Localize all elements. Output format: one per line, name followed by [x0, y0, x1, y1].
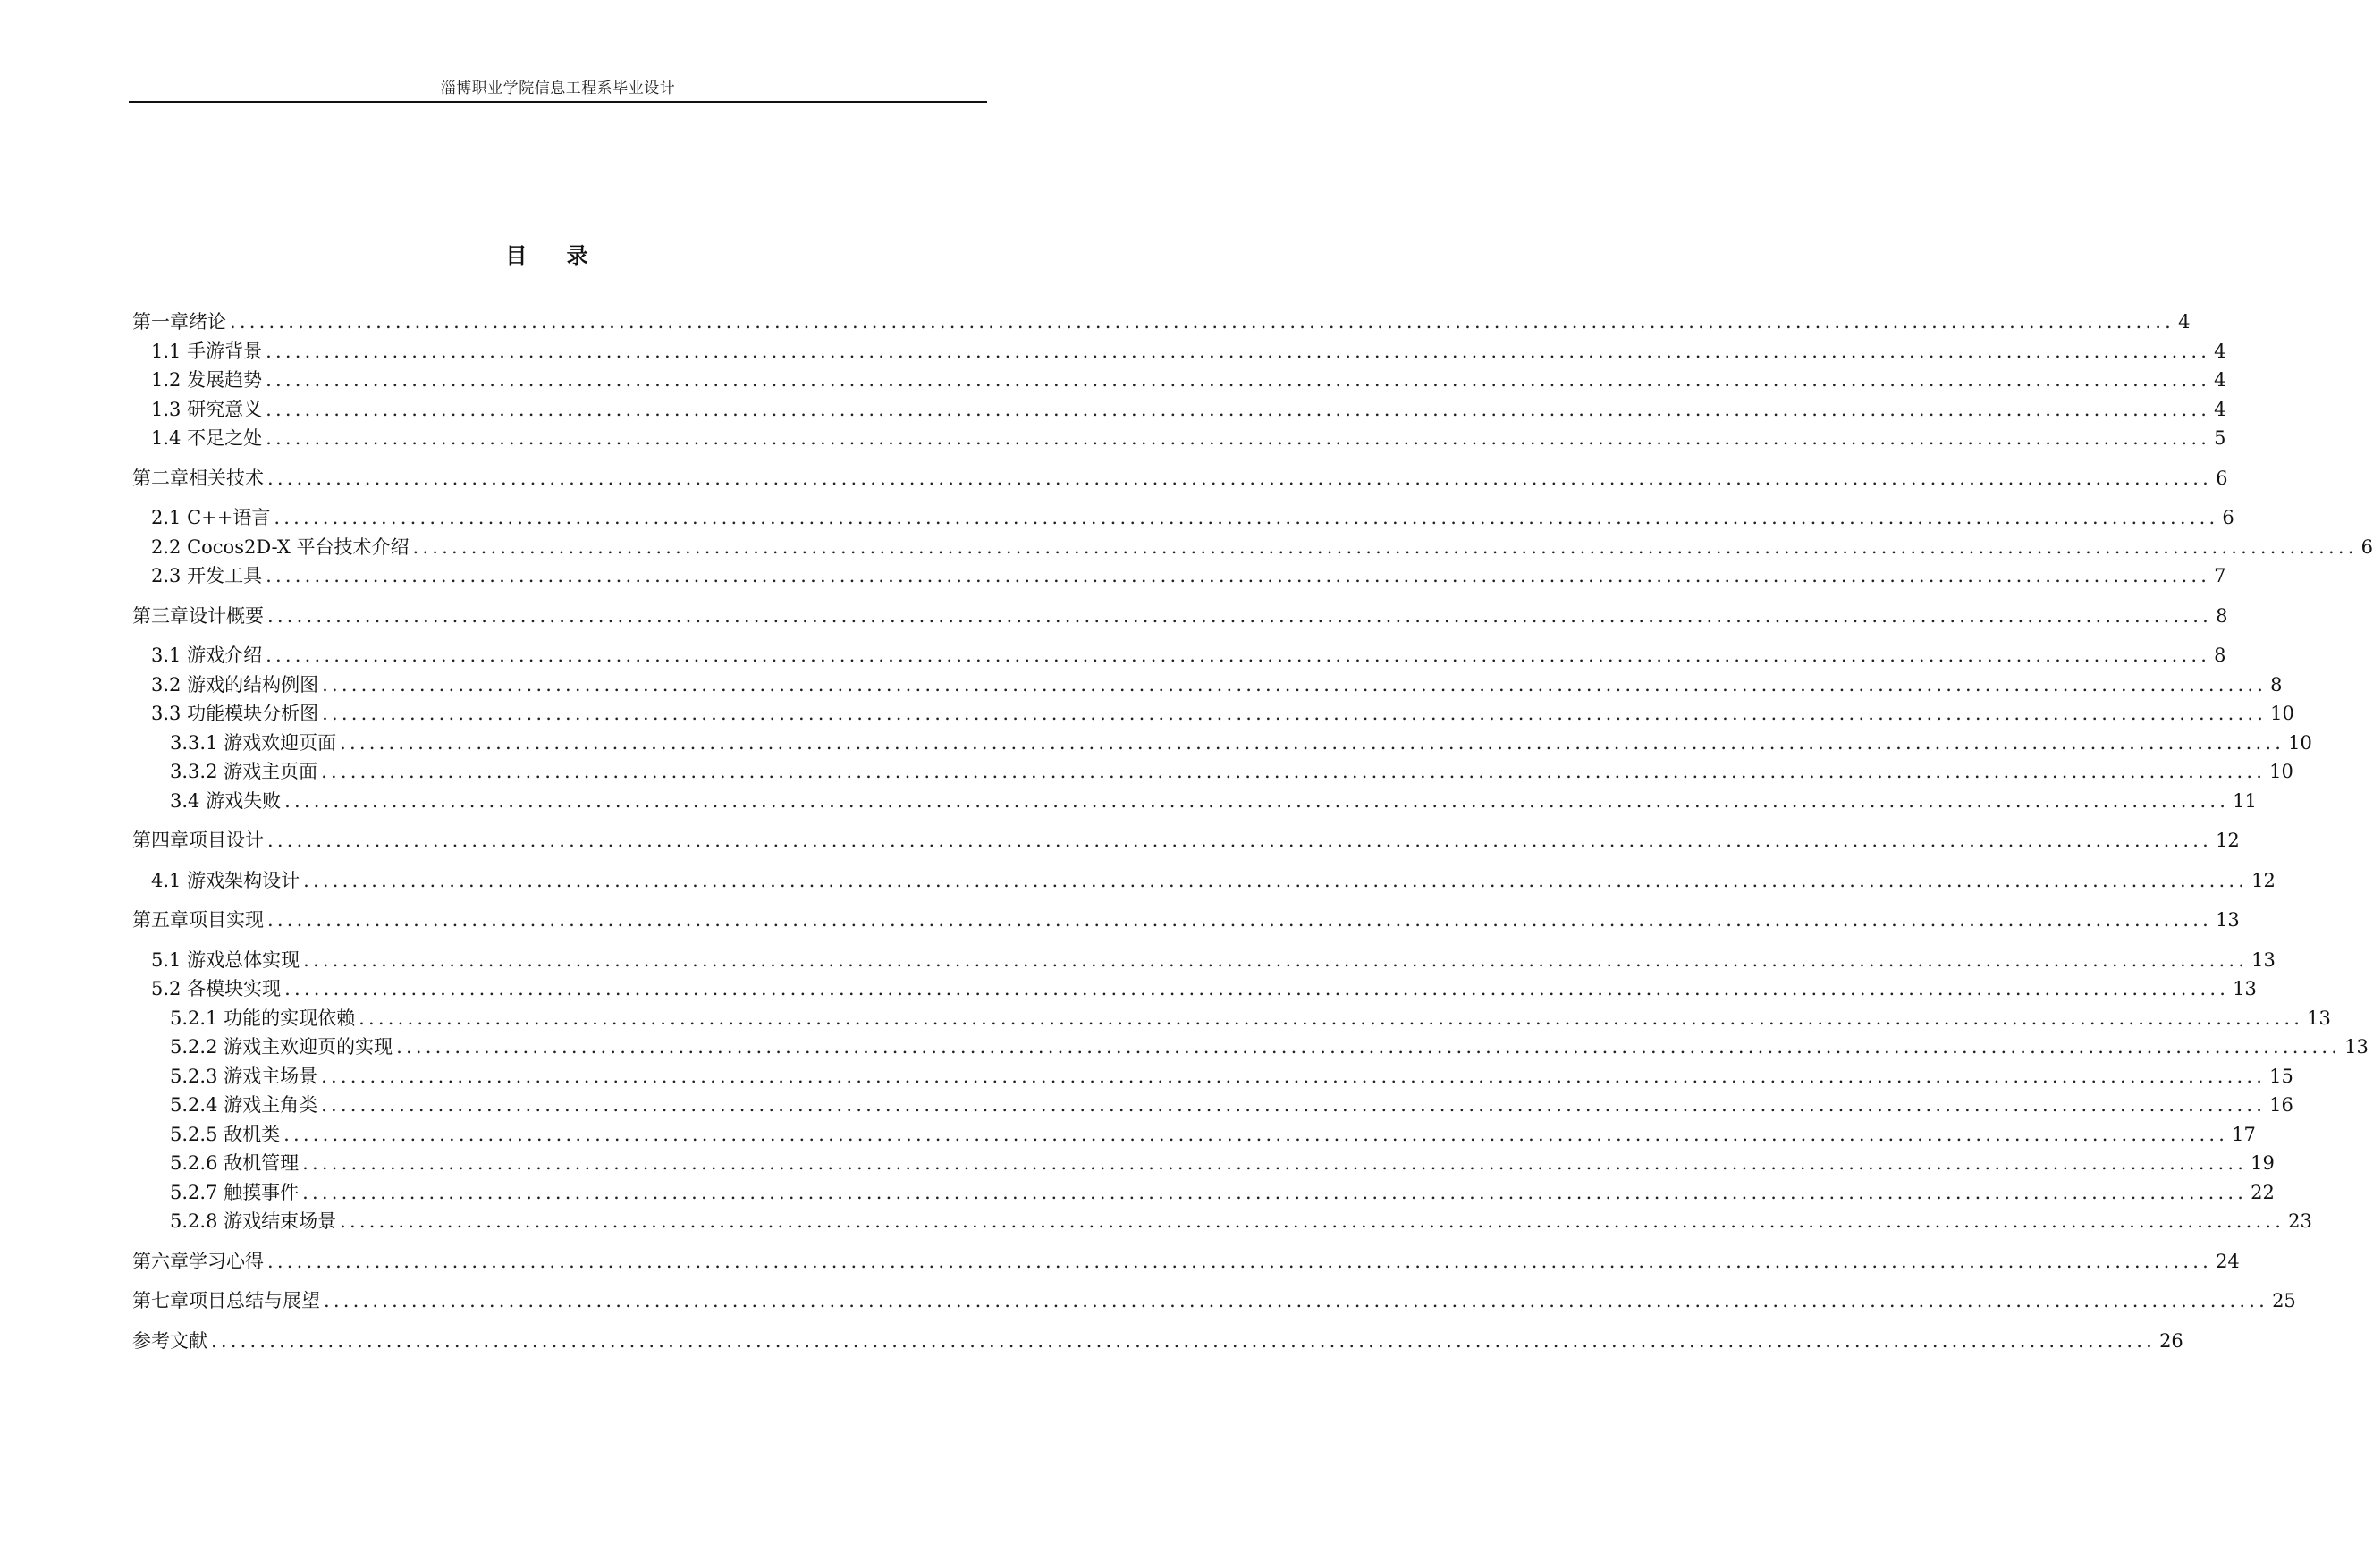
toc-dot-leader: ........................................................................................................................................................................................................ — [267, 909, 2213, 931]
toc-entry-chapter-2[interactable] — [132, 464, 2228, 493]
toc-entry-5-2-6[interactable] — [132, 1149, 2275, 1178]
toc-page-number: 23 — [2288, 1210, 2312, 1232]
toc-entry-2-3[interactable] — [132, 561, 2226, 591]
toc-page-number: 4 — [2214, 340, 2226, 362]
toc-entry-5-2-2[interactable] — [132, 1033, 2369, 1062]
toc-dot-leader: ........................................................................................................................................................................................................ — [303, 948, 2249, 971]
toc-entry-1-1[interactable] — [132, 337, 2226, 367]
toc-entry-2-2[interactable] — [132, 533, 2373, 562]
toc-entry-5-2-4[interactable] — [132, 1091, 2293, 1120]
page-header: 淄博职业学院信息工程系毕业设计 — [440, 80, 676, 97]
toc-entry-label: 2.1 C++语言 — [151, 507, 271, 528]
toc-entry-label: 4.1 游戏架构设计 — [151, 869, 300, 891]
toc-entry-3-3[interactable] — [132, 699, 2294, 729]
toc-dot-leader: ........................................................................................................................................................................................................ — [321, 761, 2267, 782]
toc-entry-3-1[interactable] — [132, 641, 2226, 670]
toc-entry-label: 3.4 游戏失败 — [170, 789, 282, 812]
toc-page-number: 10 — [2288, 731, 2312, 754]
toc-entry-label: 5.2.1 功能的实现依赖 — [170, 1007, 356, 1029]
toc-entry-label: 3.2 游戏的结构例图 — [151, 673, 319, 695]
toc-page-number: 4 — [2214, 398, 2226, 420]
toc-entry-label: 第一章绪论 — [132, 311, 226, 333]
toc-page-number: 10 — [2270, 703, 2294, 724]
toc-dot-leader: ........................................................................................................................................................................................................ — [266, 398, 2211, 420]
toc-entry-5-2-1[interactable] — [132, 1004, 2331, 1033]
toc-entry-label: 第二章相关技术 — [132, 467, 264, 489]
toc-page-number: 6 — [2360, 535, 2373, 558]
toc-dot-leader: ........................................................................................................................................................................................................ — [283, 1123, 2229, 1145]
toc-entry-label: 3.3 功能模块分析图 — [151, 703, 319, 724]
toc-entry-label: 5.1 游戏总体实现 — [151, 948, 300, 971]
toc-entry-label: 3.3.2 游戏主页面 — [170, 761, 318, 782]
toc-entry-label: 第五章项目实现 — [132, 909, 264, 931]
toc-entry-label: 第七章项目总结与展望 — [132, 1290, 320, 1311]
toc-page-number: 8 — [2214, 645, 2226, 666]
toc-entry-1-2[interactable] — [132, 366, 2226, 395]
toc-page-number: 8 — [2216, 604, 2228, 627]
toc-dot-leader: ........................................................................................................................................................................................................ — [267, 604, 2213, 627]
toc-dot-leader: ........................................................................................................................................................................................................ — [321, 1065, 2267, 1087]
toc-dot-leader: ........................................................................................................................................................................................................ — [230, 311, 2175, 333]
toc-entry-3-3-2[interactable] — [132, 757, 2293, 787]
toc-dot-leader: ........................................................................................................................................................................................................ — [340, 731, 2285, 754]
toc-entry-label: 1.1 手游背景 — [151, 340, 263, 362]
toc-dot-leader: ........................................................................................................................................................................................................ — [412, 535, 2358, 558]
toc-dot-leader: ........................................................................................................................................................................................................ — [359, 1007, 2304, 1029]
toc-dot-leader: ........................................................................................................................................................................................................ — [266, 369, 2211, 391]
toc-entry-label: 5.2.2 游戏主欢迎页的实现 — [170, 1036, 393, 1058]
toc-page-number: 12 — [2216, 830, 2240, 851]
toc-dot-leader: ........................................................................................................................................................................................................ — [321, 1094, 2267, 1116]
toc-entry-chapter-6[interactable] — [132, 1247, 2240, 1277]
toc-page-number: 25 — [2272, 1290, 2296, 1311]
toc-page-number: 4 — [2214, 369, 2226, 391]
toc-title: 目 录 — [505, 242, 604, 268]
toc-entry-3-2[interactable] — [132, 670, 2283, 700]
toc-dot-leader: ........................................................................................................................................................................................................ — [211, 1329, 2157, 1352]
toc-entry-label: 1.3 研究意义 — [151, 398, 263, 420]
toc-entry-5-2-8[interactable] — [132, 1207, 2312, 1236]
header-divider — [129, 101, 987, 103]
toc-page-number: 10 — [2269, 761, 2293, 782]
toc-entry-label: 2.3 开发工具 — [151, 565, 263, 586]
toc-list — [132, 308, 2373, 1355]
toc-dot-leader: ........................................................................................................................................................................................................ — [302, 1152, 2248, 1174]
toc-dot-leader: ........................................................................................................................................................................................................ — [396, 1036, 2342, 1058]
toc-page-number: 19 — [2251, 1152, 2275, 1174]
toc-page-number: 24 — [2216, 1250, 2240, 1272]
toc-entry-label: 参考文献 — [132, 1329, 207, 1352]
toc-dot-leader: ........................................................................................................................................................................................................ — [267, 830, 2213, 851]
toc-entry-1-4[interactable] — [132, 424, 2226, 453]
toc-entry-chapter-1[interactable] — [132, 308, 2191, 337]
toc-entry-label: 3.3.1 游戏欢迎页面 — [170, 731, 337, 754]
toc-entry-5-2-7[interactable] — [132, 1178, 2275, 1208]
toc-page-number: 8 — [2270, 673, 2283, 695]
toc-entry-label: 2.2 Cocos2D-X 平台技术介绍 — [151, 535, 410, 558]
toc-entry-5-2[interactable] — [132, 974, 2257, 1004]
toc-entry-label: 第三章设计概要 — [132, 604, 264, 627]
toc-dot-leader: ........................................................................................................................................................................................................ — [322, 703, 2267, 724]
toc-entry-chapter-5[interactable] — [132, 906, 2240, 935]
toc-page-number: 12 — [2251, 869, 2276, 891]
toc-page-number: 5 — [2214, 427, 2226, 449]
toc-page-number: 16 — [2269, 1094, 2293, 1116]
toc-entry-chapter-7[interactable] — [132, 1286, 2296, 1316]
toc-dot-leader: ........................................................................................................................................................................................................ — [302, 1181, 2248, 1203]
toc-entry-label: 5.2.6 敌机管理 — [170, 1152, 300, 1174]
toc-page-number: 13 — [2233, 978, 2257, 999]
toc-page-number: 17 — [2232, 1123, 2256, 1145]
toc-dot-leader: ........................................................................................................................................................................................................ — [284, 978, 2230, 999]
toc-entry-label: 1.4 不足之处 — [151, 427, 263, 449]
toc-entry-label: 第六章学习心得 — [132, 1250, 264, 1272]
toc-dot-leader: ........................................................................................................................................................................................................ — [266, 565, 2211, 586]
toc-entry-references[interactable] — [132, 1327, 2183, 1356]
toc-entry-label: 5.2.3 游戏主场景 — [170, 1065, 318, 1087]
toc-dot-leader: ........................................................................................................................................................................................................ — [274, 507, 2219, 528]
toc-entry-4-1[interactable] — [132, 866, 2276, 896]
toc-page-number: 6 — [2216, 467, 2228, 489]
toc-entry-label: 第四章项目设计 — [132, 830, 264, 851]
toc-entry-label: 5.2.5 敌机类 — [170, 1123, 281, 1145]
toc-page-number: 4 — [2178, 311, 2191, 333]
toc-dot-leader: ........................................................................................................................................................................................................ — [266, 645, 2211, 666]
toc-entry-3-4[interactable] — [132, 787, 2257, 816]
toc-dot-leader: ........................................................................................................................................................................................................ — [340, 1210, 2285, 1232]
toc-page-number: 7 — [2214, 565, 2226, 586]
toc-page-number: 26 — [2159, 1329, 2183, 1352]
toc-entry-1-3[interactable] — [132, 395, 2226, 425]
toc-dot-leader: ........................................................................................................................................................................................................ — [324, 1290, 2269, 1311]
toc-entry-label: 5.2.8 游戏结束场景 — [170, 1210, 337, 1232]
toc-entry-label: 5.2.7 触摸事件 — [170, 1181, 300, 1203]
toc-entry-label: 5.2.4 游戏主角类 — [170, 1094, 318, 1116]
toc-page-number: 13 — [2344, 1036, 2369, 1058]
toc-dot-leader: ........................................................................................................................................................................................................ — [284, 789, 2230, 812]
toc-page-number: 15 — [2269, 1065, 2293, 1087]
toc-page-number: 11 — [2233, 789, 2257, 812]
toc-page-number: 13 — [2251, 948, 2276, 971]
toc-entry-5-2-5[interactable] — [132, 1120, 2256, 1150]
toc-page-number: 13 — [2216, 909, 2240, 931]
toc-dot-leader: ........................................................................................................................................................................................................ — [267, 467, 2213, 489]
toc-page-number: 22 — [2251, 1181, 2275, 1203]
toc-entry-5-2-3[interactable] — [132, 1062, 2293, 1092]
toc-entry-chapter-4[interactable] — [132, 826, 2240, 856]
toc-entry-3-3-1[interactable] — [132, 729, 2312, 758]
toc-entry-label: 5.2 各模块实现 — [151, 978, 282, 999]
toc-dot-leader: ........................................................................................................................................................................................................ — [267, 1250, 2213, 1272]
toc-dot-leader: ........................................................................................................................................................................................................ — [266, 340, 2211, 362]
toc-entry-label: 3.1 游戏介绍 — [151, 645, 263, 666]
toc-entry-chapter-3[interactable] — [132, 602, 2228, 631]
toc-entry-label: 1.2 发展趋势 — [151, 369, 263, 391]
toc-dot-leader: ........................................................................................................................................................................................................ — [266, 427, 2211, 449]
toc-entry-5-1[interactable] — [132, 946, 2276, 975]
toc-page-number: 13 — [2307, 1007, 2331, 1029]
toc-dot-leader: ........................................................................................................................................................................................................ — [303, 869, 2249, 891]
toc-page-number: 6 — [2222, 507, 2234, 528]
toc-dot-leader: ........................................................................................................................................................................................................ — [322, 673, 2267, 695]
toc-entry-2-1[interactable] — [132, 503, 2234, 533]
